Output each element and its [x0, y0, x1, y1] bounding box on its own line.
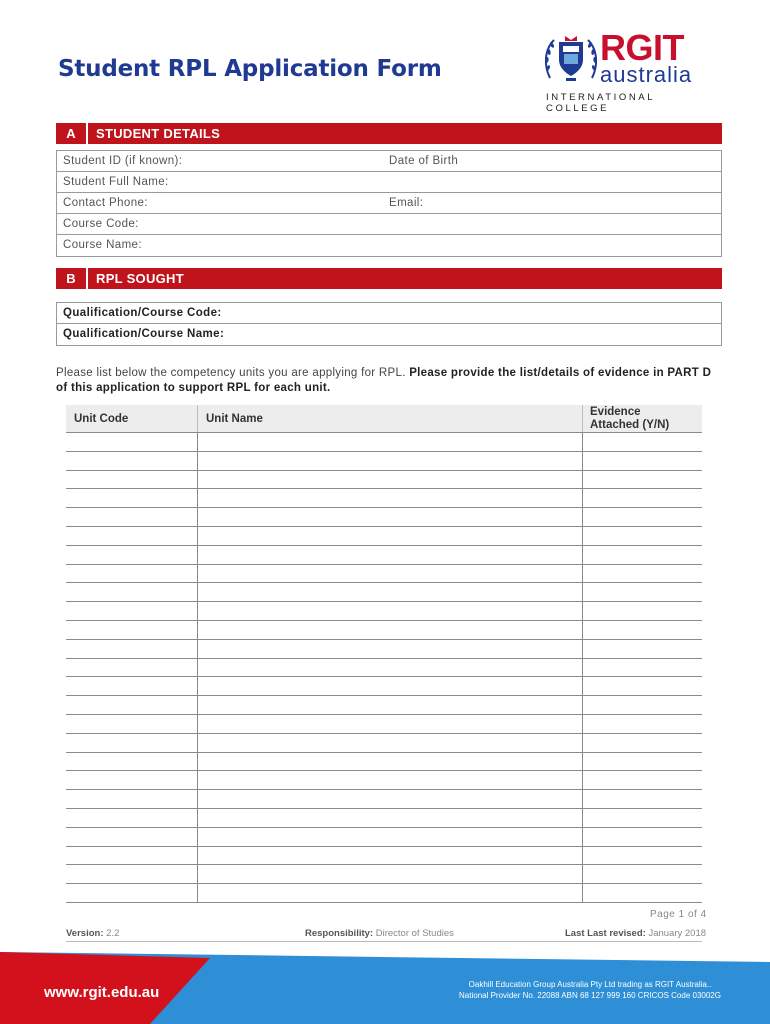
- section-a-header: [56, 123, 722, 144]
- responsibility-value: Director of Studies: [375, 928, 454, 939]
- unit-row[interactable]: [66, 659, 702, 678]
- crest-icon: [544, 32, 598, 88]
- revised-label: Last Last revised:: [565, 928, 646, 939]
- contact-row[interactable]: [57, 193, 721, 214]
- version-value: 2.2: [106, 928, 120, 939]
- responsibility-label: Responsibility:: [305, 928, 374, 939]
- section-b-letter: B: [66, 271, 76, 286]
- section-divider: [86, 123, 88, 144]
- footer-band: [0, 952, 770, 1024]
- field-label: Contact Phone:: [63, 197, 148, 209]
- unit-row[interactable]: [66, 433, 702, 452]
- field-label: Qualification/Course Code:: [63, 307, 222, 319]
- unit-row[interactable]: [66, 583, 702, 602]
- unit-row[interactable]: [66, 527, 702, 546]
- company-info: [440, 979, 740, 1001]
- unit-row[interactable]: [66, 771, 702, 790]
- unit-row[interactable]: [66, 753, 702, 772]
- unit-row[interactable]: [66, 452, 702, 471]
- section-a-title: STUDENT DETAILS: [96, 126, 221, 141]
- evidence-header: [590, 406, 690, 432]
- course-code-row[interactable]: [57, 214, 721, 235]
- field-label: Qualification/Course Name:: [63, 328, 225, 340]
- unit-row[interactable]: [66, 621, 702, 640]
- student-id-row[interactable]: [57, 151, 721, 172]
- logo-sub: australia: [600, 62, 693, 87]
- unit-row[interactable]: [66, 489, 702, 508]
- field-label: Course Code:: [63, 218, 139, 230]
- section-a-letter: A: [66, 126, 76, 141]
- section-divider: [86, 268, 88, 289]
- footer-divider: [66, 941, 702, 942]
- section-b-title: RPL SOUGHT: [96, 271, 184, 286]
- student-details-table: [56, 150, 722, 257]
- unit-name-header: Unit Name: [206, 413, 263, 425]
- unit-row[interactable]: [66, 602, 702, 621]
- unit-row[interactable]: [66, 828, 702, 847]
- rpl-sought-table: [56, 302, 722, 346]
- qualification-code-row[interactable]: [57, 303, 721, 324]
- unit-row[interactable]: [66, 565, 702, 584]
- logo-brand: RGIT: [600, 27, 684, 68]
- unit-row[interactable]: [66, 809, 702, 828]
- instructions-text: [56, 366, 722, 396]
- evidence-header-line2: Attached (Y/N): [590, 419, 670, 431]
- unit-row[interactable]: [66, 865, 702, 884]
- page-title: Student RPL Application Form: [58, 56, 442, 82]
- unit-row[interactable]: [66, 715, 702, 734]
- company-line2: National Provider No. 22088 ABN 68 127 999 160 CRICOS Code 03002G: [459, 991, 721, 1000]
- unit-code-header: Unit Code: [74, 413, 129, 425]
- unit-row[interactable]: [66, 640, 702, 659]
- unit-row[interactable]: [66, 734, 702, 753]
- unit-row[interactable]: [66, 471, 702, 490]
- field-label: Email:: [389, 197, 424, 209]
- unit-row[interactable]: [66, 884, 702, 903]
- field-label: Date of Birth: [389, 155, 459, 167]
- unit-row[interactable]: [66, 546, 702, 565]
- company-line1: Oakhill Education Group Australia Pty Ltd trading as RGIT Australia..: [468, 980, 712, 989]
- unit-row[interactable]: [66, 677, 702, 696]
- revised-info: [565, 928, 706, 939]
- student-name-row[interactable]: [57, 172, 721, 193]
- units-table: [66, 405, 702, 903]
- field-label: Course Name:: [63, 239, 142, 251]
- qualification-name-row[interactable]: [57, 324, 721, 345]
- evidence-header-line1: Evidence: [590, 406, 641, 418]
- units-table-header: [66, 405, 702, 433]
- instructions-bold: Please provide the list/details of evidence in PART D of this application to support RPL for each unit.: [56, 367, 712, 394]
- unit-row[interactable]: [66, 790, 702, 809]
- page-number: Page 1 of 4: [650, 909, 707, 920]
- website-link[interactable]: www.rgit.edu.au: [44, 984, 160, 1001]
- version-info: [66, 928, 119, 939]
- rgit-logo: [544, 27, 714, 114]
- responsibility-info: [305, 928, 454, 939]
- version-label: Version:: [66, 928, 104, 939]
- units-table-body: [66, 433, 702, 903]
- unit-row[interactable]: [66, 847, 702, 866]
- instructions-plain: Please list below the competency units you are applying for RPL.: [56, 367, 410, 379]
- course-name-row[interactable]: [57, 235, 721, 256]
- revised-value: January 2018: [648, 928, 707, 939]
- logo-college: INTERNATIONAL COLLEGE: [546, 92, 655, 114]
- unit-row[interactable]: [66, 508, 702, 527]
- field-label: Student Full Name:: [63, 176, 169, 188]
- field-label: Student ID (if known):: [63, 155, 183, 167]
- section-b-header: [56, 268, 722, 289]
- unit-row[interactable]: [66, 696, 702, 715]
